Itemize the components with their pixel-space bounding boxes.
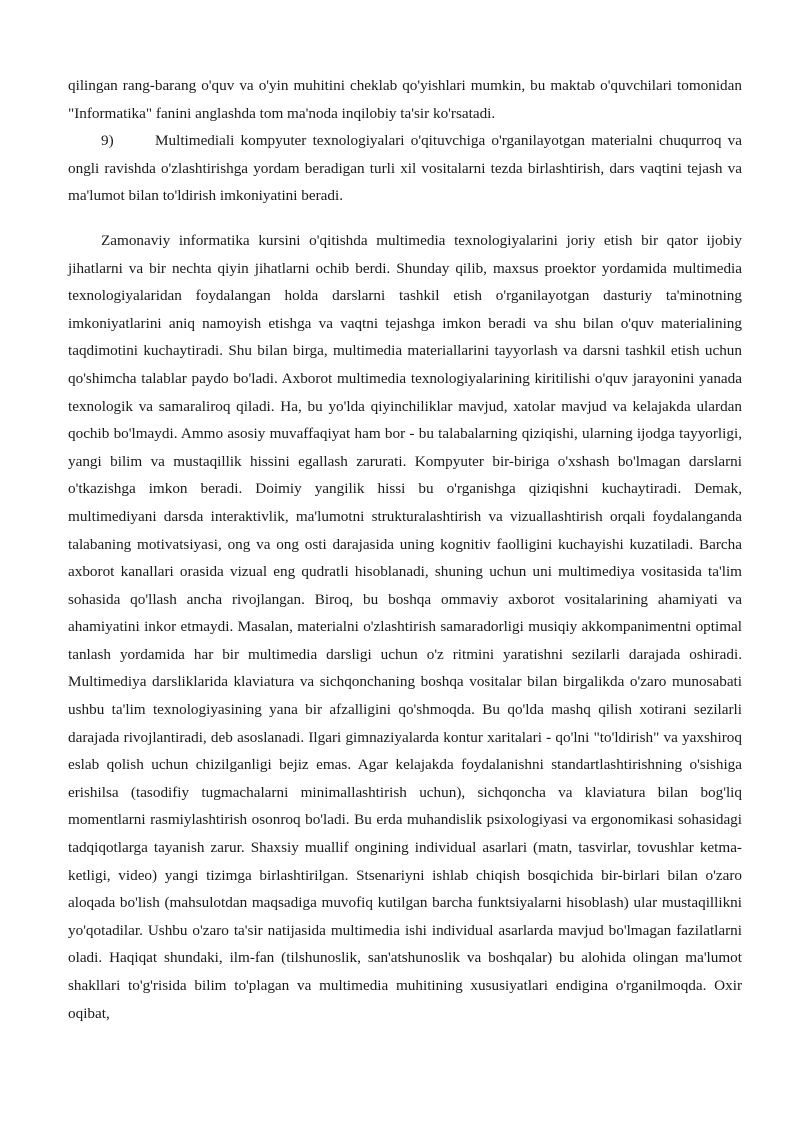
list-item-9 <box>68 127 742 210</box>
continued-paragraph: qilingan rang-barang o'quv va o'yin muhitini cheklab qo'yishlari mumkin, bu maktab o'quvchilari tomonidan "Informatika" fanini anglashda tom ma'noda inqilobiy ta'sir ko'rsatadi. <box>68 77 742 122</box>
paragraph-gap <box>68 210 742 227</box>
document-page <box>68 72 742 1027</box>
list-item-text: Multimediali kompyuter texnologiyalari o'qituvchiga o'rganilayotgan materialni chuqurroq va ongli ravishda o'zlashtirishga yordam beradigan turli xil vositalarni tezda birlashtirish, dars vaqtini tejash va ma'lumot bilan to'ldirish imkoniyatini beradi. <box>68 132 742 205</box>
list-item-number: 9) <box>101 132 114 150</box>
main-paragraph: Zamonaviy informatika kursini o'qitishda multimedia texnologiyalarini joriy etish bir qator ijobiy jihatlarni va bir nechta qiyin jihatlarni ochib berdi. Shunday qilib, maxsus proektor yordamida multimedia texnologiyalaridan foydalangan holda darslarni tashkil etish o'rganilayotgan dasturiy ta'minotning imkoniyatlarini aniq namoyish etishga va vaqtni tejashga imkon beradi va shu bilan o'quv materialining taqdimotini kuchaytiradi. Shu bilan birga, multimedia materiallarini tayyorlash va darsni tashkil etish uchun qo'shimcha talablar paydo bo'ladi. Axborot multimedia texnologiyalarining kiritilishi o'quv jarayonini yanada texnologik va samaraliroq qiladi. Ha, bu yo'lda qiyinchiliklar mavjud, xatolar mavjud va kelajakda ulardan qochib bo'lmaydi. Ammo asosiy muvaffaqiyat ham bor - bu talabalarning qiziqishi, ularning ijodga tayyorligi, yangi bilim va mustaqillik hissini egallash zarurati. Kompyuter bir-biriga o'xshash bo'lmagan darslarni o'tkazishga imkon beradi. Doimiy yangilik hissi bu o'rganishga qiziqishni kuchaytiradi. Demak, multimediyani darsda interaktivlik, ma'lumotni strukturalashtirish va vizuallashtirish orqali foydalanganda talabaning motivatsiyasi, ong va ong osti darajasida uning kognitiv faolligini kuchayishi kuzatiladi. Barcha axborot kanallari orasida vizual eng qudratli hisoblanadi, shuning uchun uni multimediya vositasida ta'lim sohasida qo'llash ancha rivojlangan. Biroq, bu boshqa ommaviy axborot vositalarining ahamiyati va ahamiyatini inkor etmaydi. Masalan, materialni o'zlashtirish samaradorligi musiqiy akkompanimentni optimal tanlash yordamida har bir multimedia darsligi uchun o'z ritmini yaratishni sezilarli darajada oshiradi. Multimediya darsliklarida klaviatura va sichqonchaning boshqa vositalar bilan birgalikda o'zaro munosabati ushbu ta'lim texnologiyasining yana bir afzalligini qo'shmoqda. Bu qo'lda mashq qilish xotirani sezilarli darajada rivojlantiradi, deb asoslanadi. Ilgari gimnaziyalarda kontur xaritalari - qo'lni "to'ldirish" va yaxshiroq eslab qolish uchun chizilganligi bejiz emas. Agar kelajakda foydalanishni standartlashtirishning o'sishiga erishilsa (tasodifiy tugmachalarni minimallashtirish uchun), sichqoncha va klaviatura bilan bog'liq momentlarni rasmiylashtirish osonroq bo'ladi. Bu erda muhandislik psixologiyasi va ergonomikasi sohasidagi tadqiqotlarga tayanish zarur. Shaxsiy muallif ongining individual asarlari (matn, tasvirlar, tovushlar ketma-ketligi, video) yangi tizimga birlashtirilgan. Stsenariyni ishlab chiqish bosqichida bir-birlari bilan o'zaro aloqada bo'lish (mahsulotdan maqsadiga muvofiq kutilgan barcha funktsiyalarni hisoblash) ular mustaqillikni yo'qotadilar. Ushbu o'zaro ta'sir natijasida multimedia ishi individual asarlarda mavjud bo'lmagan fazilatlarni oladi. Haqiqat shundaki, ilm-fan (tilshunoslik, san'atshunoslik va boshqalar) bu alohida olingan ma'lumot shakllari to'g'risida bilim to'plagan va multimedia muhitining xususiyatlari endigina o'rganilmoqda. Oxir oqibat, <box>68 231 742 1022</box>
